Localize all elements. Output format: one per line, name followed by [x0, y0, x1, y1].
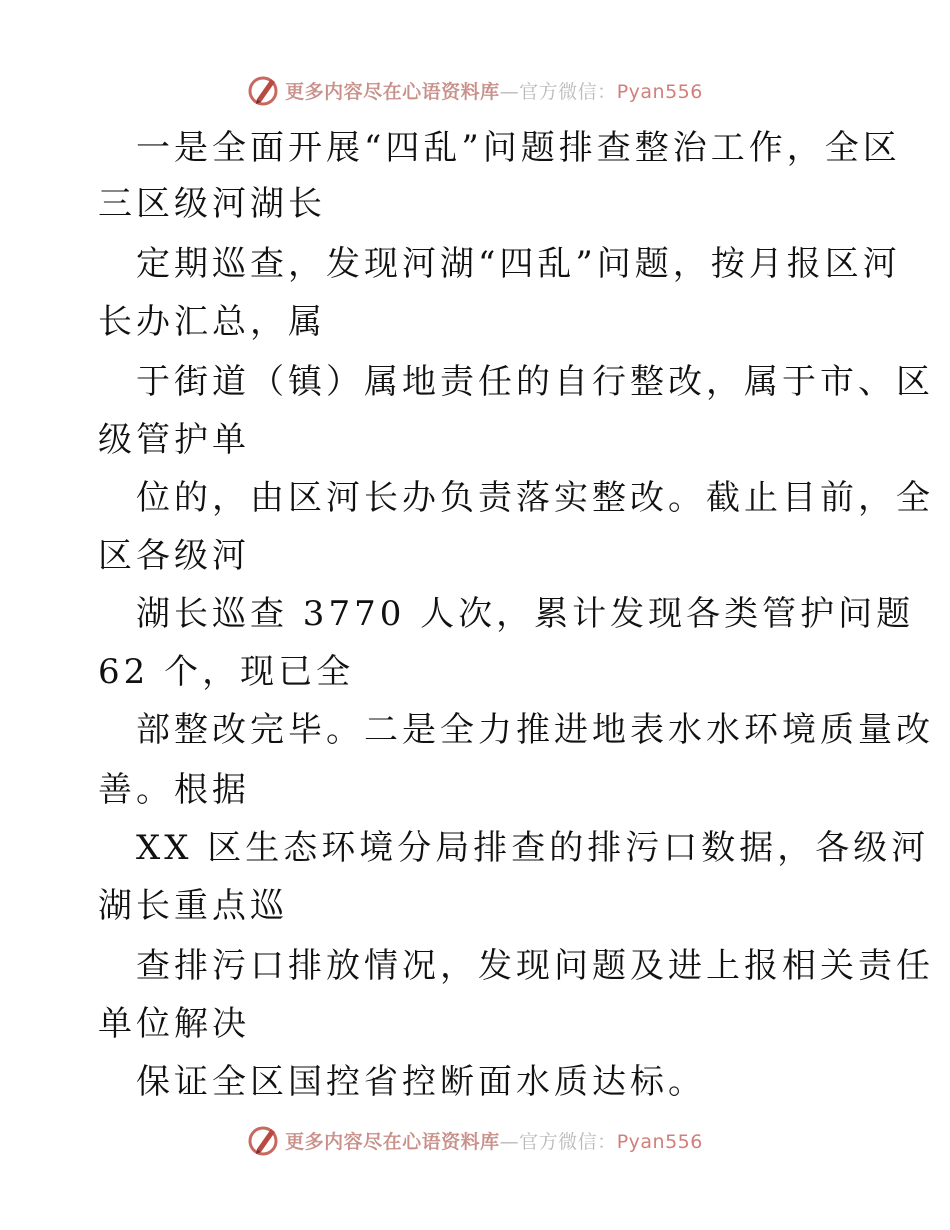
header-banner-content [247, 73, 703, 107]
paragraph-line-2: 三区级河湖长 [98, 184, 326, 224]
banner-main-text: 更多内容尽在心语资料库 [285, 80, 500, 103]
paragraph-line-15: 查排污口排放情况，发现问题及进上报相关责任 [136, 946, 934, 986]
paragraph-line-12: 善。根据 [98, 770, 250, 810]
paragraph-line-16: 单位解决 [98, 1004, 250, 1044]
paragraph-line-7: 位的，由区河长办负责落实整改。截止目前，全 [136, 478, 934, 518]
footer-banner-text [285, 1127, 703, 1154]
pen-circle-logo-icon [247, 1123, 281, 1157]
banner-wechat-id: Pyan556 [616, 80, 703, 103]
paragraph-line-3: 定期巡查，发现河湖“四乱”问题，按月报区河 [136, 244, 901, 284]
banner-wechat-id: Pyan556 [616, 1130, 703, 1153]
header-banner-text [285, 77, 703, 104]
paragraph-line-8: 区各级河 [98, 536, 250, 576]
banner-separator: — [499, 80, 520, 103]
paragraph-line-17: 保证全区国控省控断面水质达标。 [136, 1062, 706, 1102]
banner-official-label: 官方微信： [519, 80, 617, 103]
paragraph-line-6: 级管护单 [98, 420, 250, 460]
pen-circle-logo-icon [247, 73, 281, 107]
paragraph-line-13: XX 区生态环境分局排查的排污口数据，各级河 [136, 828, 930, 868]
banner-official-label: 官方微信： [519, 1130, 617, 1153]
paragraph-line-11: 部整改完毕。二是全力推进地表水水环境质量改 [136, 710, 934, 750]
footer-banner [0, 1120, 950, 1160]
banner-separator: — [499, 1130, 520, 1153]
paragraph-line-10: 62 个，现已全 [98, 652, 355, 692]
paragraph-line-4: 长办汇总，属 [98, 302, 326, 342]
header-banner [0, 70, 950, 110]
paragraph-line-14: 湖长重点巡 [98, 886, 288, 926]
paragraph-line-5: 于街道（镇）属地责任的自行整改，属于市、区 [136, 362, 934, 402]
paragraph-line-1: 一是全面开展“四乱”问题排查整治工作，全区 [136, 128, 901, 168]
banner-main-text: 更多内容尽在心语资料库 [285, 1130, 500, 1153]
paragraph-line-9: 湖长巡查 3770 人次，累计发现各类管护问题 [136, 594, 915, 634]
footer-banner-content [247, 1123, 703, 1157]
